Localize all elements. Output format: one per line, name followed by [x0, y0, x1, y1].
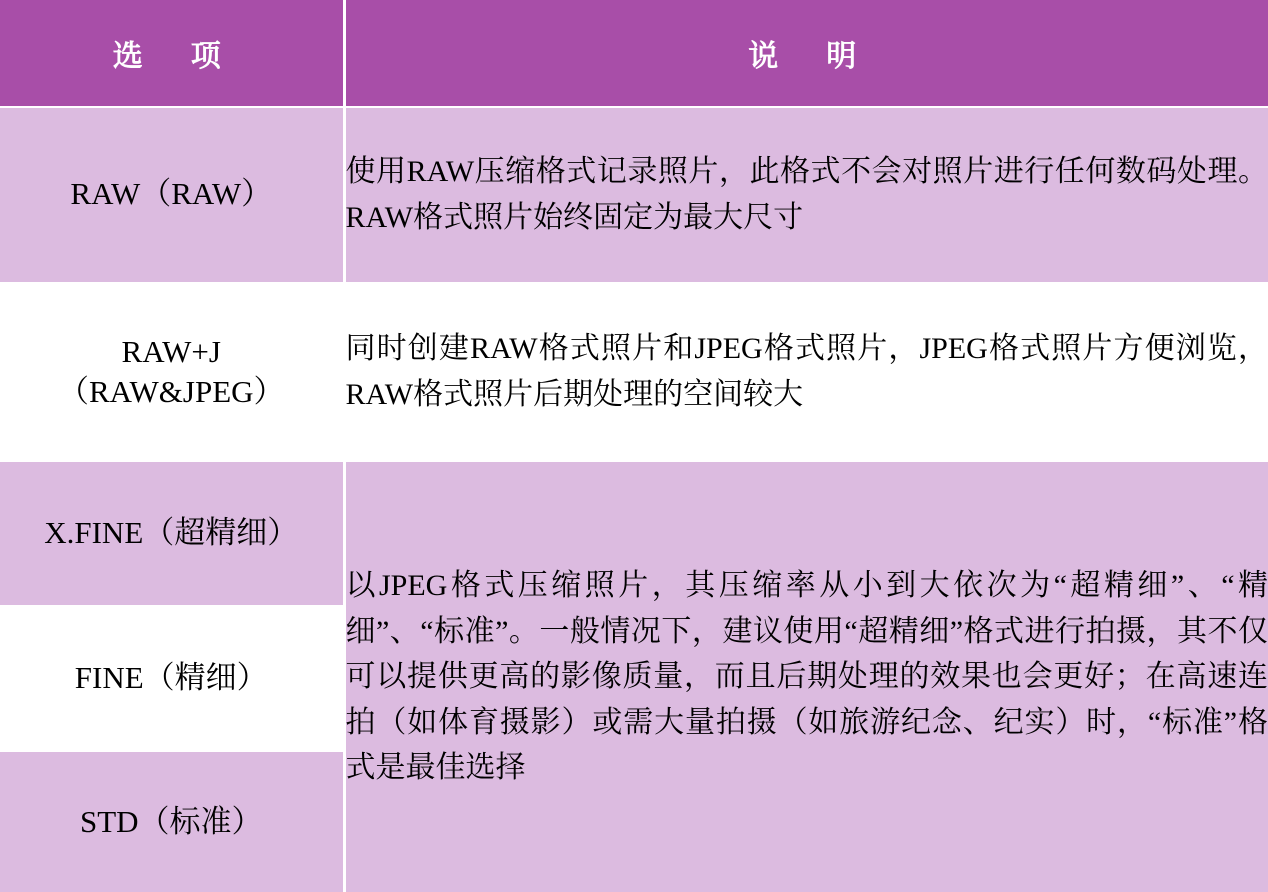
- option-fine: FINE（精细）: [0, 606, 344, 750]
- description-raw: 使用RAW压缩格式记录照片，此格式不会对照片进行任何数码处理。RAW格式照片始终固定为最大尺寸: [344, 107, 1268, 283]
- table-row: [0, 460, 1268, 606]
- option-std: STD（标准）: [0, 751, 344, 892]
- option-raw-jpeg: [0, 283, 344, 460]
- option-xfine: X.FINE（超精细）: [0, 460, 344, 606]
- header-option: 选 项: [0, 0, 344, 107]
- header-description: 说 明: [344, 0, 1268, 107]
- table-row: [0, 107, 1268, 283]
- description-raw-jpeg: 同时创建RAW格式照片和JPEG格式照片，JPEG格式照片方便浏览，RAW格式照片后期处理的空间较大: [344, 283, 1268, 460]
- table-row: [0, 283, 1268, 460]
- option-raw-jpeg-line1: RAW+J: [121, 333, 221, 369]
- option-raw: RAW（RAW）: [0, 107, 344, 283]
- table-header-row: [0, 0, 1268, 107]
- description-jpeg-group: 以JPEG格式压缩照片，其压缩率从小到大依次为“超精细”、“精细”、“标准”。一般情况下，建议使用“超精细”格式进行拍摄，其不仅可以提供更高的影像质量，而且后期处理的效果也会更好；在高速连拍（如体育摄影）或需大量拍摄（如旅游纪念、纪实）时，“标准”格式是最佳选择: [344, 460, 1268, 892]
- option-raw-jpeg-line2: （RAW&JPEG）: [57, 373, 285, 409]
